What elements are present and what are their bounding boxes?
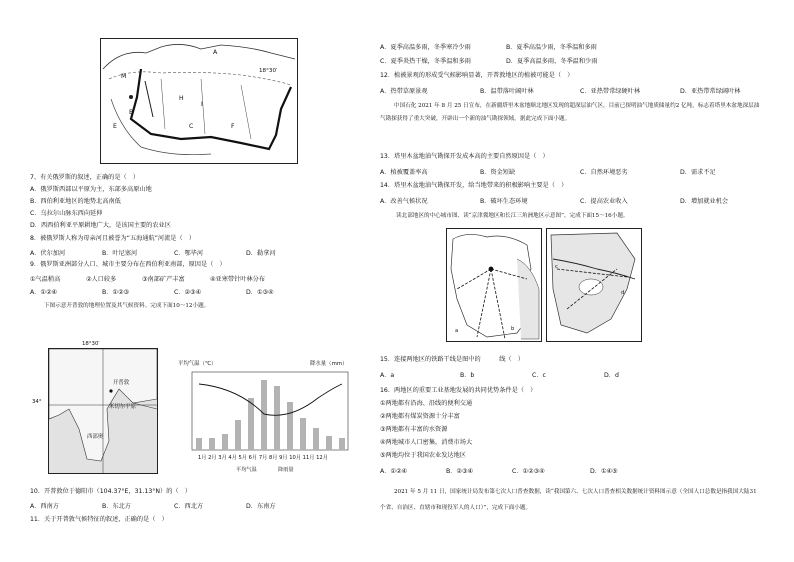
jingjinji-map xyxy=(446,228,542,342)
q16-item-3: ③两地都有丰富的水资源 xyxy=(380,426,448,433)
q9-stem: 9．俄罗斯亚洲部分人口、城市主要分布在西伯利亚南部，原因是（ ） xyxy=(30,261,226,268)
q8-option-b[interactable]: B．叶尼塞河 xyxy=(102,250,138,257)
q13-option-b[interactable]: B．资金短缺 xyxy=(480,169,516,176)
axis-left-label: 平均气温（℃） xyxy=(178,361,217,367)
q14-stem: 14．塔里木盆地油气勘探开发，给当地带来的积极影响主要是（ ） xyxy=(380,182,568,189)
q12-option-b[interactable]: B．温带落叶阔叶林 xyxy=(480,88,534,95)
q10-option-a[interactable]: A．西南方 xyxy=(30,503,59,510)
axis-right-label: 降水量（mm） xyxy=(310,361,348,367)
q9-item-4: ④亚寒带针叶林分布 xyxy=(210,276,266,283)
q13-option-c[interactable]: C．自然环境恶劣 xyxy=(580,169,628,176)
q8-stem: 8．被俄罗斯人称为母亲河且被誉为“五海通航”河流是（ ） xyxy=(30,235,196,242)
q15-stem: 15．连接两地区的铁路干线是图中的 线（ ） xyxy=(380,356,524,363)
q8-option-a[interactable]: A．伏尔加河 xyxy=(30,250,66,257)
russia-map-drawing xyxy=(101,39,297,163)
q16-choice-d[interactable]: D．①④⑤ xyxy=(590,468,618,475)
q11-option-c[interactable]: C．夏季炎热干燥，冬季温和多雨 xyxy=(380,58,471,65)
map-label-b: B xyxy=(129,109,134,116)
jingjinji-map-drawing xyxy=(447,229,541,341)
q14-option-b[interactable]: B．破坏生态环境 xyxy=(480,198,528,205)
q7-option-b[interactable]: B．西伯利亚地区的地势北高南低 xyxy=(30,198,121,205)
map-label-a: A xyxy=(213,49,218,56)
q14-option-c[interactable]: C．提高农业收入 xyxy=(580,198,628,205)
q7-option-d[interactable]: D．西西伯利亚平原耕地广大，是该国主要的农业区 xyxy=(30,222,171,229)
q7-option-c[interactable]: C．乌拉尔山脉东西向延伸 xyxy=(30,210,103,217)
map-label-arctic: 18°30′ xyxy=(259,68,278,74)
q11-option-b[interactable]: B．夏季高温少雨，冬季温和多雨 xyxy=(506,44,597,51)
q16-item-4: ④两地城市人口密集，消费市场大 xyxy=(380,439,473,446)
map-label-c: C xyxy=(189,123,194,130)
climate-chart xyxy=(178,360,364,478)
line-label-c: c xyxy=(555,264,558,270)
yangtze-delta-map-drawing xyxy=(547,229,641,341)
q11-stem: 11．关于开普敦气候特征的叙述，正确的是（ ） xyxy=(30,516,168,523)
line-label-a: a xyxy=(455,328,459,334)
q9-choice-c[interactable]: C．②③④ xyxy=(174,289,202,296)
q9-choice-d[interactable]: D．①③④ xyxy=(246,289,274,296)
q15-option-c[interactable]: C．c xyxy=(532,372,546,379)
q10-option-d[interactable]: D．东南方 xyxy=(246,503,276,510)
q16-item-1: ①两地都有沿海、沿线的便利交通 xyxy=(380,400,473,407)
russia-map xyxy=(100,38,298,164)
cape-town-map-drawing xyxy=(49,349,157,473)
q14-option-a[interactable]: A．改善气候状况 xyxy=(380,198,428,205)
q7-stem: 7、有关俄罗斯的叙述，正确的是（ ） xyxy=(30,174,140,181)
map-label-m: M xyxy=(121,73,127,80)
q12-option-c[interactable]: C．亚热带常绿硬叶林 xyxy=(580,88,641,95)
city-cape-town: 开普敦 xyxy=(113,380,130,386)
q15-option-d[interactable]: D．d xyxy=(604,372,619,379)
map-label-h: H xyxy=(179,95,184,102)
q16-item-2: ②两地都有煤炭资源十分丰富 xyxy=(380,413,460,420)
q14-option-d[interactable]: D．增加就业机会 xyxy=(680,198,729,205)
q12-option-d[interactable]: D．亚热带常绿阔叶林 xyxy=(680,88,741,95)
q13-option-a[interactable]: A．植被覆盖率高 xyxy=(380,169,428,176)
month-axis: 1月 2月 3月 4月 5月 6月 7月 8月 9月 10月 11月 12月 xyxy=(198,455,328,461)
legend-line: 平均气温 xyxy=(236,467,257,473)
lat-top: 18°30′ xyxy=(82,341,100,347)
q13-option-d[interactable]: D．需求不足 xyxy=(680,169,716,176)
q13-stem: 13．塔里木盆地油气勘探开发成本高的主要自然原因是（ ） xyxy=(380,153,549,160)
q9-choice-b[interactable]: B．①②③ xyxy=(102,289,130,296)
map-label-i: I xyxy=(201,101,203,108)
q16-choice-c[interactable]: C．①②③④ xyxy=(512,468,545,475)
line-label-b: b xyxy=(511,326,515,332)
q10-stem: 10．开普敦位于德阳市（104.37°E，31.13°N）的（ ） xyxy=(30,488,191,495)
city-mitchell: 米切尔平原 xyxy=(109,404,136,410)
intro-17: 2021 年 5 月 11 日，国家统计局发布第七次人口普查数据，读“我国第六、七次人口普查相关数据统计资料图示意（全国人口总数是指我国大陆31个省、自治区、直辖市和现役军人的人口）”，完成下面小题。 xyxy=(380,489,757,511)
q12-option-a[interactable]: A．热带草原景观 xyxy=(380,88,428,95)
intro-15-16: 读北部地区的中心城市图、读“京津冀地区和长江三角洲地区示意图”，完成下面15～16小题。 xyxy=(396,213,629,219)
q10-option-b[interactable]: B．东北方 xyxy=(102,503,131,510)
q15-option-b[interactable]: B．b xyxy=(460,372,475,379)
q10-option-c[interactable]: C．西北方 xyxy=(174,503,204,510)
q9-item-2: ②人口较多 xyxy=(86,276,117,283)
q11-option-d[interactable]: D．夏季高温多雨，冬季温和少雨 xyxy=(506,58,598,65)
legend-bar: 降雨量 xyxy=(278,467,294,473)
map-label-f: F xyxy=(231,123,235,130)
line-label-d: d xyxy=(621,290,625,296)
yangtze-delta-map xyxy=(546,228,642,342)
q8-option-d[interactable]: D．勒拿河 xyxy=(246,250,276,257)
q8-option-c[interactable]: C．鄂毕河 xyxy=(174,250,204,257)
q9-item-1: ①气温稍高 xyxy=(30,276,61,283)
q16-choice-b[interactable]: B．②③④ xyxy=(446,468,474,475)
intro-10-12: 下图示意开普敦的地理位置及其气候资料。完成下面10～12小题。 xyxy=(44,303,210,309)
cape-town-map xyxy=(48,348,158,474)
city-west: 西部奥 xyxy=(87,434,104,440)
q9-item-3: ③南部矿产丰富 xyxy=(142,276,185,283)
q16-item-5: ⑤两地均位于我国农业发达地区 xyxy=(380,452,466,459)
news-passage: 中国石化 2021 年 8 月 25 日宣布，在新疆塔里木盆地顺北地区发现的超深层油气区，目前已探明油气地质储量约2 亿吨，标志着塔里木盆地深层油气勘探获得了重大突破，开辟出一个新的油气勘探领域。据此完成下面小题。 xyxy=(380,103,760,122)
q15-option-a[interactable]: A．a xyxy=(380,372,395,379)
q16-stem: 16．两地区的重要工业基地发展的共同优势条件是（ ） xyxy=(380,387,537,394)
q11-option-a[interactable]: A．夏季高温多雨，冬季寒冷少雨 xyxy=(380,44,471,51)
lat-side: 34° xyxy=(32,399,42,405)
q12-stem: 12．植被景观的形成受气候影响显著，开普敦地区的植被可能是（ ） xyxy=(380,72,574,79)
q9-choice-a[interactable]: A．①②④ xyxy=(30,289,58,296)
q7-option-a[interactable]: A．俄罗斯西部以平原为主，东部多高原山地 xyxy=(30,186,152,193)
q16-choice-a[interactable]: A．①②④ xyxy=(380,468,408,475)
map-label-e: E xyxy=(113,123,117,130)
